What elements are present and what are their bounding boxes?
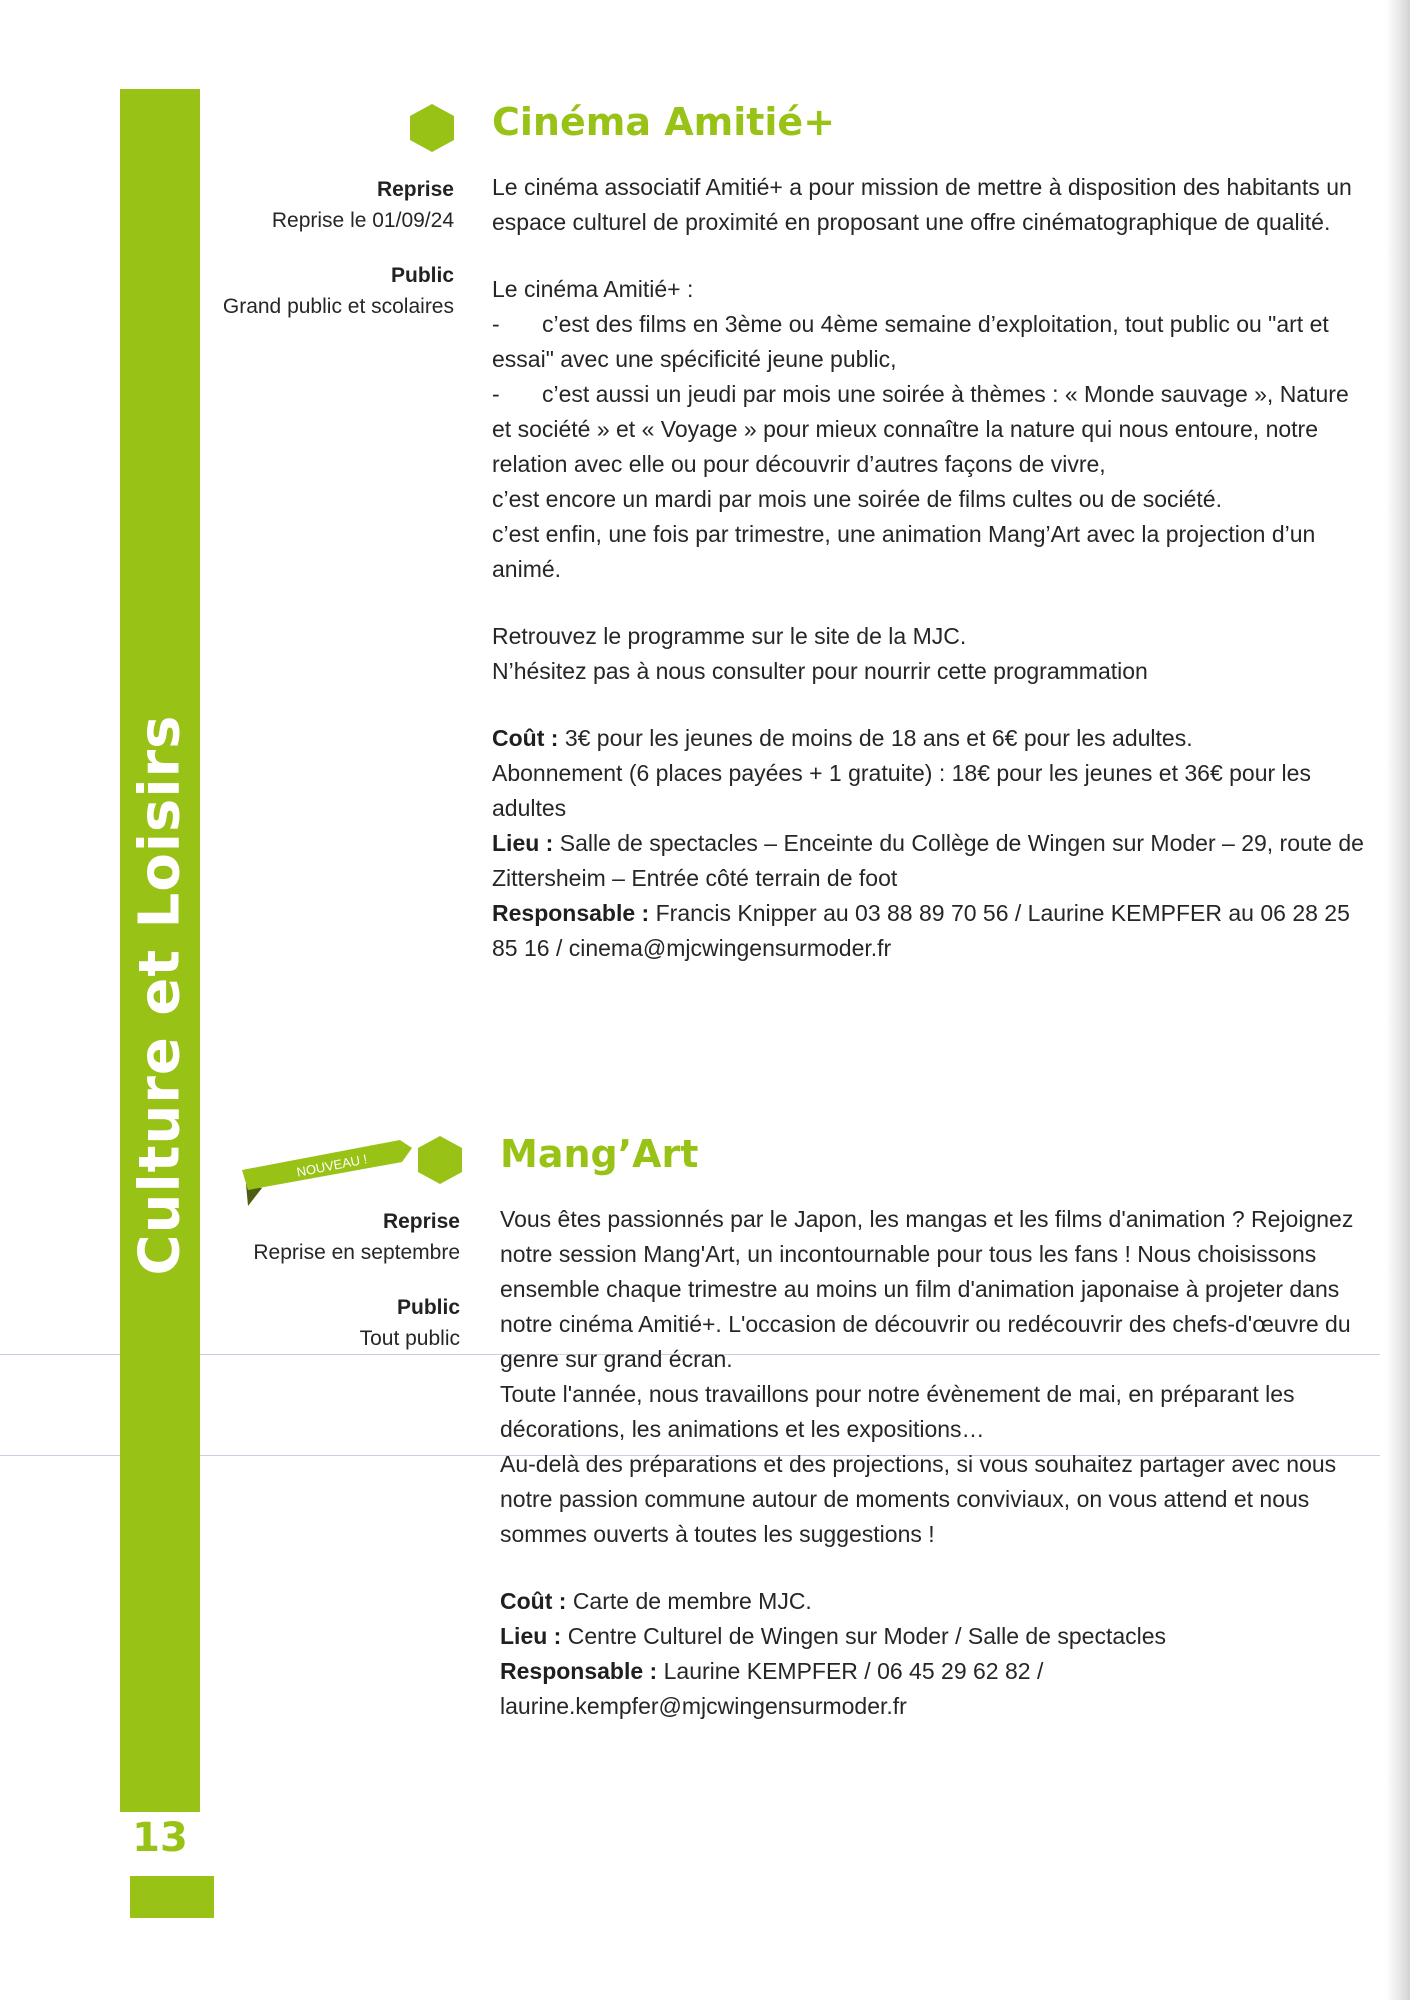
cinema-line-enfin: c’est enfin, une fois par trimestre, une animation Mang’Art avec la projection d’un animé.: [492, 521, 1316, 582]
mangart-para-3: Au-delà des préparations et des projections, si vous souhaitez partager avec nous notre passion commune autour de moments conviviaux, on vous attend et nous sommes ouverts à toutes les suggestions !: [500, 1451, 1337, 1547]
mangart-para-2: Toute l'année, nous travaillons pour notre évènement de mai, en préparant les décorations, les animations et les expositions…: [500, 1381, 1295, 1442]
nouveau-ribbon: [240, 1136, 420, 1216]
cinema-title: Cinéma Amitié+: [492, 100, 836, 144]
mangart-title: Mang’Art: [500, 1132, 699, 1176]
cinema-line-mardi: c’est encore un mardi par mois une soirée de films cultes ou de société.: [492, 486, 1222, 512]
public-value: Tout public: [359, 1327, 460, 1350]
cinema-cout: Coût : 3€ pour les jeunes de moins de 18 ans et 6€ pour les adultes.: [492, 725, 1193, 751]
cinema-list-intro: Le cinéma Amitié+ :: [492, 276, 694, 302]
reprise-label: Reprise: [376, 178, 454, 201]
hexagon-bullet-icon: [418, 1136, 462, 1184]
public-label: Public: [396, 1296, 460, 1319]
section-title: Culture et Loisirs: [127, 714, 193, 1276]
list-item: - c’est des films en 3ème ou 4ème semaine d’exploitation, tout public ou "art et essai" avec une spécificité jeune public,: [492, 311, 1329, 372]
nouveau-badge-text: NOUVEAU !: [295, 1151, 369, 1180]
public-value: Grand public et scolaires: [222, 295, 454, 318]
reprise-label: Reprise: [382, 1210, 460, 1233]
public-label: Public: [390, 264, 454, 287]
mangart-cout: Coût : Carte de membre MJC.: [500, 1588, 812, 1614]
cinema-responsable: Responsable : Francis Knipper au 03 88 89 70 56 / Laurine KEMPFER au 06 28 25 85 16 / cinema@mjcwingensurmoder.fr: [492, 900, 1350, 961]
cinema-consult: N’hésitez pas à nous consulter pour nourrir cette programmation: [492, 658, 1148, 684]
list-item: - c’est aussi un jeudi par mois une soirée à thèmes : « Monde sauvage », Nature et société » et « Voyage » pour mieux connaître la nature qui nous entoure, notre relation avec elle ou pour découvrir d’autres façons de vivre,: [492, 381, 1349, 477]
hexagon-bullet-icon: [410, 104, 454, 152]
cinema-description: [492, 170, 1372, 966]
reprise-value: Reprise le 01/09/24: [271, 209, 454, 232]
mangart-responsable: Responsable : Laurine KEMPFER / 06 45 29 62 82 / laurine.kempfer@mjcwingensurmoder.fr: [500, 1658, 1044, 1719]
mangart-description: [500, 1202, 1380, 1724]
cinema-meta: [194, 174, 454, 322]
cinema-abonnement: Abonnement (6 places payées + 1 gratuite) : 18€ pour les jeunes et 36€ pour les adultes: [492, 760, 1311, 821]
section-band-footer: [130, 1876, 214, 1918]
cinema-programme: Retrouvez le programme sur le site de la MJC.: [492, 623, 967, 649]
scan-page-edge: [1386, 0, 1410, 2000]
mangart-lieu: Lieu : Centre Culturel de Wingen sur Moder / Salle de spectacles: [500, 1623, 1167, 1649]
cinema-lieu: Lieu : Salle de spectacles – Enceinte du Collège de Wingen sur Moder – 29, route de Zittersheim – Entrée côté terrain de foot: [492, 830, 1364, 891]
mangart-meta: [200, 1206, 460, 1354]
reprise-value: Reprise en septembre: [253, 1241, 460, 1264]
page-number: 13: [120, 1812, 200, 1864]
cinema-intro: Le cinéma associatif Amitié+ a pour mission de mettre à disposition des habitants un espace culturel de proximité en proposant une offre cinématographique de qualité.: [492, 174, 1352, 235]
mangart-para-1: Vous êtes passionnés par le Japon, les mangas et les films d'animation ? Rejoignez notre session Mang'Art, un incontournable pour tous les fans ! Nous choisissons ensemble chaque trimestre au moins un film d'animation japonaise à projeter dans notre cinéma Amitié+. L'occasion de découvrir ou redécouvrir des chefs-d'œuvre du genre sur grand écran.: [500, 1206, 1354, 1372]
